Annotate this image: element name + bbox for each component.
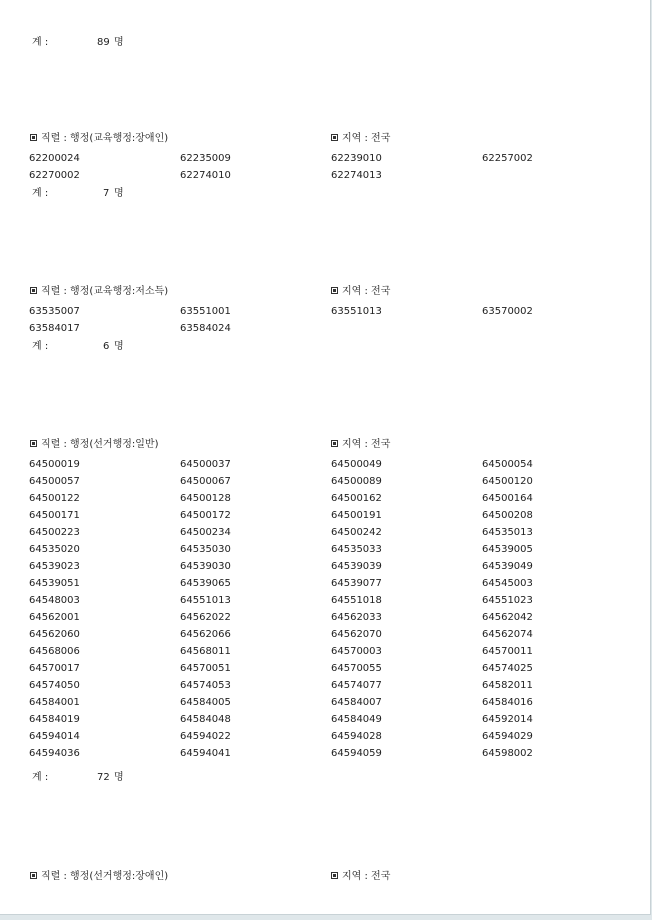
section-region-header: 지역 : 전국 — [331, 871, 390, 883]
square-bullet-icon — [30, 872, 37, 879]
applicant-number: 64574077 — [331, 680, 382, 691]
applicant-number: 63584024 — [180, 323, 231, 334]
applicant-number: 64562033 — [331, 612, 382, 623]
applicant-number: 64594059 — [331, 748, 382, 759]
applicant-number: 64568006 — [29, 646, 80, 657]
section-region-header: 지역 : 전국 — [331, 133, 390, 145]
applicant-number: 64500172 — [180, 510, 231, 521]
applicant-number: 64570017 — [29, 663, 80, 674]
applicant-number: 64574053 — [180, 680, 231, 691]
square-bullet-icon — [331, 134, 338, 141]
applicant-number: 62235009 — [180, 153, 231, 164]
applicant-number: 62200024 — [29, 153, 80, 164]
applicant-number: 63551013 — [331, 306, 382, 317]
applicant-number: 64594022 — [180, 731, 231, 742]
applicant-number: 63535007 — [29, 306, 80, 317]
applicant-number: 62274010 — [180, 170, 231, 181]
applicant-number: 64551023 — [482, 595, 533, 606]
applicant-number: 64539077 — [331, 578, 382, 589]
applicant-number: 63584017 — [29, 323, 80, 334]
section-region-header: 지역 : 전국 — [331, 286, 390, 298]
total-label: 계 : — [32, 341, 49, 352]
applicant-number: 64500162 — [331, 493, 382, 504]
applicant-number: 62274013 — [331, 170, 382, 181]
applicant-number: 62257002 — [482, 153, 533, 164]
applicant-number: 64592014 — [482, 714, 533, 725]
applicant-number: 64539030 — [180, 561, 231, 572]
total-count: 89 — [97, 37, 110, 48]
number-grid — [29, 456, 589, 762]
applicant-number: 64500223 — [29, 527, 80, 538]
applicant-number: 64535030 — [180, 544, 231, 555]
section-job-header: 직렬 : 행정(선거행정:일반) — [30, 439, 159, 451]
applicant-number: 64584001 — [29, 697, 80, 708]
applicant-number: 64539023 — [29, 561, 80, 572]
applicant-number: 64594029 — [482, 731, 533, 742]
applicant-number: 64500049 — [331, 459, 382, 470]
applicant-number: 64562042 — [482, 612, 533, 623]
applicant-number: 64500019 — [29, 459, 80, 470]
square-bullet-icon — [331, 440, 338, 447]
total-label: 계 : — [32, 772, 49, 783]
applicant-number: 64582011 — [482, 680, 533, 691]
applicant-number: 64562074 — [482, 629, 533, 640]
applicant-number: 63570002 — [482, 306, 533, 317]
applicant-number: 64594028 — [331, 731, 382, 742]
total-unit: 명 — [114, 341, 124, 352]
applicant-number: 64570011 — [482, 646, 533, 657]
applicant-number: 62239010 — [331, 153, 382, 164]
applicant-number: 64594036 — [29, 748, 80, 759]
applicant-number: 64570003 — [331, 646, 382, 657]
applicant-number: 64500089 — [331, 476, 382, 487]
applicant-number: 64584005 — [180, 697, 231, 708]
applicant-number: 64500037 — [180, 459, 231, 470]
applicant-number: 64584016 — [482, 697, 533, 708]
applicant-number: 64500054 — [482, 459, 533, 470]
square-bullet-icon — [30, 440, 37, 447]
applicant-number: 64584007 — [331, 697, 382, 708]
square-bullet-icon — [331, 872, 338, 879]
applicant-number: 64535020 — [29, 544, 80, 555]
applicant-number: 64574025 — [482, 663, 533, 674]
total-count: 6 — [103, 341, 110, 352]
applicant-number: 64500208 — [482, 510, 533, 521]
applicant-number: 64500067 — [180, 476, 231, 487]
applicant-number: 64500164 — [482, 493, 533, 504]
applicant-number: 64562060 — [29, 629, 80, 640]
applicant-number: 64584049 — [331, 714, 382, 725]
applicant-number: 64584019 — [29, 714, 80, 725]
applicant-number: 64535033 — [331, 544, 382, 555]
applicant-number: 64500120 — [482, 476, 533, 487]
applicant-number: 64598002 — [482, 748, 533, 759]
applicant-number: 64551013 — [180, 595, 231, 606]
total-count: 72 — [97, 772, 110, 783]
square-bullet-icon — [331, 287, 338, 294]
total-label: 계 : — [32, 188, 49, 199]
section-job-header: 직렬 : 행정(선거행정:장애인) — [30, 871, 168, 883]
applicant-number: 64500122 — [29, 493, 80, 504]
applicant-number: 64500171 — [29, 510, 80, 521]
applicant-number: 64500057 — [29, 476, 80, 487]
square-bullet-icon — [30, 287, 37, 294]
section-region-header: 지역 : 전국 — [331, 439, 390, 451]
total-unit: 명 — [114, 772, 124, 783]
total-label: 계 : — [32, 37, 49, 48]
applicant-number: 64562066 — [180, 629, 231, 640]
applicant-number: 64594014 — [29, 731, 80, 742]
applicant-number: 64570051 — [180, 663, 231, 674]
applicant-number: 64539039 — [331, 561, 382, 572]
applicant-number: 64562001 — [29, 612, 80, 623]
number-grid — [29, 150, 589, 184]
applicant-number: 64539049 — [482, 561, 533, 572]
number-grid — [29, 303, 589, 337]
applicant-number: 64584048 — [180, 714, 231, 725]
applicant-number: 63551001 — [180, 306, 231, 317]
applicant-number: 64500191 — [331, 510, 382, 521]
applicant-number: 64500242 — [331, 527, 382, 538]
applicant-number: 64539065 — [180, 578, 231, 589]
applicant-number: 64548003 — [29, 595, 80, 606]
applicant-number: 64500234 — [180, 527, 231, 538]
section-job-header: 직렬 : 행정(교육행정:장애인) — [30, 133, 168, 145]
applicant-number: 64545003 — [482, 578, 533, 589]
applicant-number: 62270002 — [29, 170, 80, 181]
applicant-number: 64539005 — [482, 544, 533, 555]
applicant-number: 64500128 — [180, 493, 231, 504]
total-count: 7 — [103, 188, 110, 199]
total-unit: 명 — [114, 37, 124, 48]
total-unit: 명 — [114, 188, 124, 199]
applicant-number: 64574050 — [29, 680, 80, 691]
applicant-number: 64562070 — [331, 629, 382, 640]
applicant-number: 64570055 — [331, 663, 382, 674]
section-job-header: 직렬 : 행정(교육행정:저소득) — [30, 286, 168, 298]
applicant-number: 64535013 — [482, 527, 533, 538]
applicant-number: 64562022 — [180, 612, 231, 623]
applicant-number: 64568011 — [180, 646, 231, 657]
applicant-number: 64594041 — [180, 748, 231, 759]
applicant-number: 64551018 — [331, 595, 382, 606]
applicant-number: 64539051 — [29, 578, 80, 589]
square-bullet-icon — [30, 134, 37, 141]
